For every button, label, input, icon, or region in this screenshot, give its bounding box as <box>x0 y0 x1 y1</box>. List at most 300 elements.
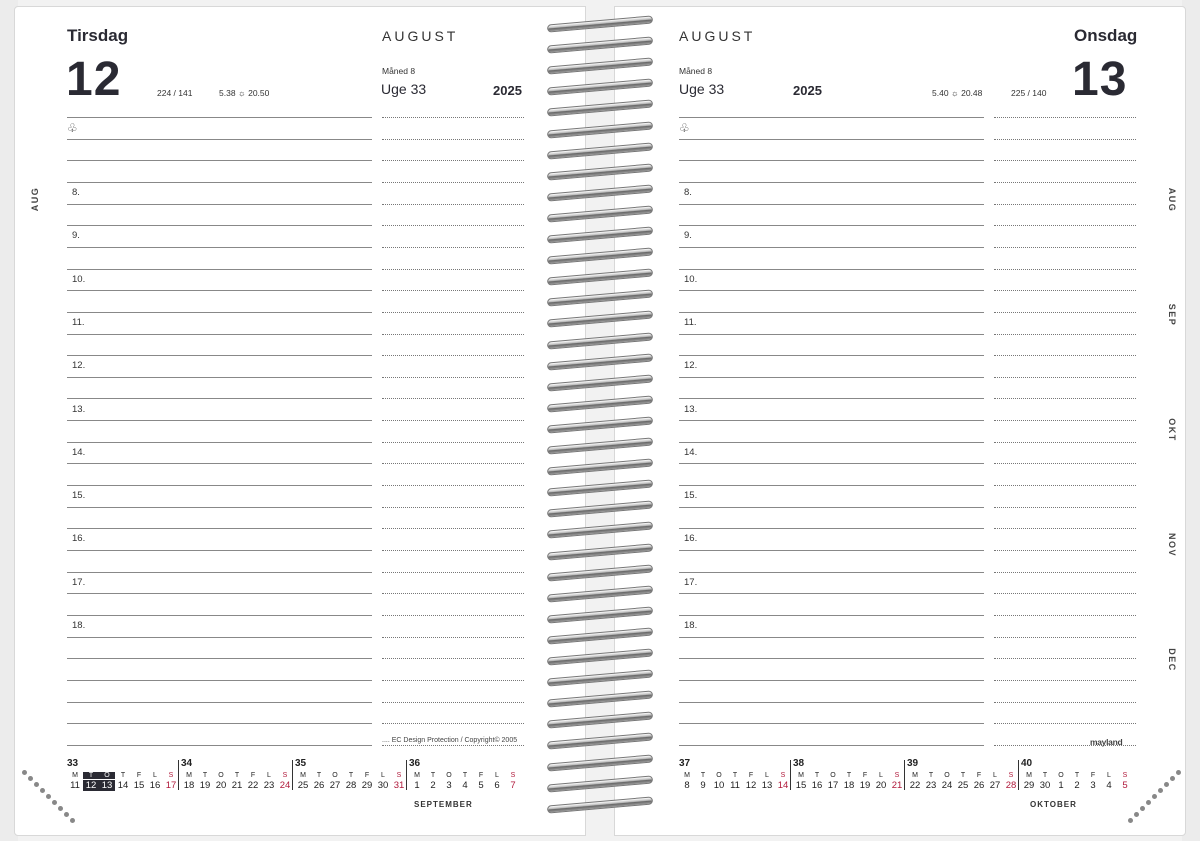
sun-icon: ☼ <box>237 88 246 98</box>
hour-label: 15. <box>684 490 698 501</box>
mini-day[interactable]: 18 <box>183 780 195 791</box>
hour-label: 17. <box>684 577 698 588</box>
mini-day[interactable]: 29 <box>1023 780 1035 791</box>
mini-day[interactable]: 14 <box>117 780 129 791</box>
writing-line[interactable] <box>679 572 984 573</box>
mini-day-letter: T <box>700 772 706 779</box>
tab-dec[interactable]: DEC <box>1167 648 1177 672</box>
notes-line[interactable] <box>994 702 1136 703</box>
tab-aug[interactable]: AUG <box>30 186 40 212</box>
writing-line[interactable] <box>679 290 984 291</box>
mini-day[interactable]: 28 <box>1005 780 1017 791</box>
hour-label: 17. <box>72 577 86 588</box>
notes-line[interactable] <box>994 658 1136 659</box>
writing-line[interactable] <box>679 269 984 270</box>
writing-line[interactable] <box>67 550 372 551</box>
tab-nov[interactable]: NOV <box>1167 532 1177 557</box>
hour-label: 15. <box>72 490 86 501</box>
mini-day[interactable]: 27 <box>329 780 341 791</box>
hour-label: 13. <box>684 404 698 415</box>
mini-week-number: 36 <box>409 758 421 769</box>
day-name: Tirsdag <box>67 26 129 45</box>
writing-line[interactable] <box>679 334 984 335</box>
writing-line[interactable] <box>679 160 984 161</box>
mini-day-letter: O <box>99 772 115 779</box>
mini-day[interactable]: 24 <box>941 780 953 791</box>
notes-line[interactable] <box>382 247 524 248</box>
mini-day-letter: S <box>894 772 900 779</box>
mini-day-letter: O <box>830 772 836 779</box>
brand-logo: mayland <box>1090 737 1123 747</box>
notes-line[interactable] <box>994 593 1136 594</box>
notes-line[interactable] <box>382 377 524 378</box>
mini-day-letter: M <box>72 772 78 779</box>
writing-line[interactable] <box>679 745 984 746</box>
notes-line[interactable] <box>382 312 524 313</box>
mini-week-number: 33 <box>67 758 79 769</box>
mini-day-letter: O <box>1058 772 1064 779</box>
writing-line[interactable] <box>679 723 984 724</box>
writing-line[interactable] <box>679 615 984 616</box>
writing-line[interactable] <box>67 528 372 529</box>
notes-line[interactable] <box>382 507 524 508</box>
mini-day[interactable]: 24 <box>279 780 291 791</box>
mini-day[interactable]: 30 <box>377 780 389 791</box>
writing-line[interactable] <box>679 355 984 356</box>
writing-line[interactable] <box>679 182 984 183</box>
mini-day-letter: F <box>1090 772 1096 779</box>
day-count: 224 / 141 <box>157 88 193 98</box>
notes-line[interactable] <box>994 507 1136 508</box>
mini-day[interactable]: 20 <box>875 780 887 791</box>
mini-day[interactable]: 5 <box>1122 780 1128 791</box>
year: 2025 <box>793 83 822 98</box>
mini-week-number: 34 <box>181 758 193 769</box>
mini-day-letter: S <box>282 772 288 779</box>
notes-line[interactable] <box>382 117 524 118</box>
writing-line[interactable] <box>679 593 984 594</box>
writing-line[interactable] <box>679 377 984 378</box>
mini-day-letter: T <box>202 772 208 779</box>
writing-line[interactable] <box>67 247 372 248</box>
notes-line[interactable] <box>382 182 524 183</box>
day-number: 12 <box>66 53 122 106</box>
writing-line[interactable] <box>679 507 984 508</box>
mini-week <box>295 758 407 798</box>
mini-day-letter: S <box>780 772 786 779</box>
notes-line[interactable] <box>994 139 1136 140</box>
mini-day[interactable]: 6 <box>494 780 500 791</box>
mini-day[interactable]: 15 <box>795 780 807 791</box>
mini-day-letter: O <box>716 772 722 779</box>
mini-day-letter: M <box>414 772 420 779</box>
notes-line[interactable] <box>382 702 524 703</box>
month-label: Måned 8 <box>382 66 416 76</box>
mini-day[interactable]: 20 <box>215 780 227 791</box>
holiday-icon: ♧ <box>679 121 690 135</box>
hour-label: 8. <box>72 187 80 198</box>
mini-day[interactable]: 25 <box>297 780 309 791</box>
writing-line[interactable] <box>679 550 984 551</box>
writing-line[interactable] <box>67 658 372 659</box>
notes-line[interactable] <box>382 204 524 205</box>
mini-day[interactable]: 29 <box>361 780 373 791</box>
corner-dot <box>1128 818 1133 823</box>
mini-day-letter: T <box>234 772 240 779</box>
mini-day-letter: L <box>267 772 271 779</box>
mini-week <box>409 758 521 798</box>
mini-week <box>67 758 179 798</box>
writing-line[interactable] <box>67 225 372 226</box>
notes-line[interactable] <box>994 572 1136 573</box>
notes-line[interactable] <box>994 225 1136 226</box>
notes-line[interactable] <box>382 290 524 291</box>
mini-day[interactable]: 4 <box>462 780 468 791</box>
mini-next-month: OKTOBER <box>1030 800 1077 809</box>
writing-line[interactable] <box>679 117 984 118</box>
notes-line[interactable] <box>994 290 1136 291</box>
mini-week-separator <box>904 760 905 790</box>
notes-line[interactable] <box>382 334 524 335</box>
writing-line[interactable] <box>67 745 372 746</box>
mini-day[interactable]: 22 <box>247 780 259 791</box>
writing-line[interactable] <box>679 485 984 486</box>
corner-dot <box>64 812 69 817</box>
mini-day[interactable]: 18 <box>843 780 855 791</box>
corner-dot <box>70 818 75 823</box>
mini-day-letter: L <box>381 772 385 779</box>
mini-day[interactable]: 26 <box>973 780 985 791</box>
corner-dot <box>1140 806 1145 811</box>
corner-dot <box>34 782 39 787</box>
week-label: Uge 33 <box>679 81 725 97</box>
mini-day-letter: L <box>879 772 883 779</box>
writing-line[interactable] <box>679 312 984 313</box>
notes-line[interactable] <box>382 658 524 659</box>
sun-icon: ☼ <box>950 88 959 98</box>
notes-line[interactable] <box>382 572 524 573</box>
writing-line[interactable] <box>679 637 984 638</box>
tab-sep[interactable]: SEP <box>1167 303 1177 327</box>
hour-label: 12. <box>72 360 86 371</box>
notes-line[interactable] <box>382 615 524 616</box>
mini-day[interactable]: 4 <box>1106 780 1112 791</box>
writing-line[interactable] <box>67 637 372 638</box>
corner-dot <box>1152 794 1157 799</box>
mini-day-letter: M <box>1026 772 1032 779</box>
mini-week-number: 38 <box>793 758 805 769</box>
holiday-icon: ♧ <box>67 121 78 135</box>
mini-day[interactable]: 23 <box>925 780 937 791</box>
mini-day[interactable]: 2 <box>1074 780 1080 791</box>
mini-day-letter: T <box>462 772 468 779</box>
writing-line[interactable] <box>679 398 984 399</box>
mini-day[interactable]: 8 <box>684 780 690 791</box>
notes-line[interactable] <box>994 463 1136 464</box>
mini-day-letter: T <box>1042 772 1048 779</box>
notes-line[interactable] <box>382 745 524 746</box>
mini-day[interactable]: 14 <box>777 780 789 791</box>
mini-day-letter: L <box>765 772 769 779</box>
writing-line[interactable] <box>67 463 372 464</box>
mini-day[interactable]: 12 <box>745 780 757 791</box>
notes-line[interactable] <box>382 637 524 638</box>
mini-day[interactable]: 2 <box>430 780 436 791</box>
hour-label: 9. <box>684 230 692 241</box>
mini-day[interactable]: 3 <box>446 780 452 791</box>
writing-line[interactable] <box>67 182 372 183</box>
mini-week-separator <box>406 760 407 790</box>
mini-day-letter: F <box>976 772 982 779</box>
notes-line[interactable] <box>994 204 1136 205</box>
writing-line[interactable] <box>67 204 372 205</box>
mini-day-letter: S <box>396 772 402 779</box>
mini-day-letter: T <box>430 772 436 779</box>
notes-line[interactable] <box>382 485 524 486</box>
hour-label: 16. <box>72 533 86 544</box>
writing-line[interactable] <box>679 225 984 226</box>
mini-day-letter: L <box>993 772 997 779</box>
notes-line[interactable] <box>994 420 1136 421</box>
writing-line[interactable] <box>67 398 372 399</box>
notes-line[interactable] <box>382 680 524 681</box>
corner-dot <box>58 806 63 811</box>
mini-day[interactable]: 28 <box>345 780 357 791</box>
writing-line[interactable] <box>67 139 372 140</box>
mini-day-letter: T <box>316 772 322 779</box>
mini-day[interactable]: 17 <box>827 780 839 791</box>
writing-line[interactable] <box>67 334 372 335</box>
mini-day-letter: L <box>1107 772 1111 779</box>
notes-line[interactable] <box>994 247 1136 248</box>
mini-day-letter: M <box>300 772 306 779</box>
mini-day-letter: M <box>798 772 804 779</box>
mini-day-letter: O <box>332 772 338 779</box>
mini-day-letter: S <box>1008 772 1014 779</box>
mini-day[interactable]: 25 <box>957 780 969 791</box>
mini-week-separator <box>292 760 293 790</box>
writing-line[interactable] <box>67 572 372 573</box>
notes-line[interactable] <box>994 680 1136 681</box>
notes-line[interactable] <box>994 550 1136 551</box>
notes-line[interactable] <box>994 485 1136 486</box>
notes-line[interactable] <box>382 160 524 161</box>
mini-day[interactable]: 21 <box>231 780 243 791</box>
writing-line[interactable] <box>679 658 984 659</box>
writing-line[interactable] <box>67 507 372 508</box>
notes-line[interactable] <box>994 160 1136 161</box>
mini-day[interactable]: 30 <box>1039 780 1051 791</box>
notes-line[interactable] <box>994 269 1136 270</box>
hour-label: 14. <box>684 447 698 458</box>
day-count: 225 / 140 <box>1011 88 1047 98</box>
hour-label: 18. <box>684 620 698 631</box>
notes-line[interactable] <box>994 117 1136 118</box>
mini-day[interactable]: 31 <box>393 780 405 791</box>
writing-line[interactable] <box>67 442 372 443</box>
writing-line[interactable] <box>67 117 372 118</box>
writing-line[interactable] <box>67 312 372 313</box>
notes-line[interactable] <box>994 182 1136 183</box>
writing-line[interactable] <box>679 247 984 248</box>
notes-line[interactable] <box>382 269 524 270</box>
notes-line[interactable] <box>994 377 1136 378</box>
mini-day-letter: S <box>168 772 174 779</box>
mini-day[interactable]: 11 <box>730 780 740 791</box>
notes-line[interactable] <box>994 637 1136 638</box>
mini-day[interactable]: 10 <box>713 780 725 791</box>
mini-week <box>1021 758 1133 798</box>
copyright: .... EC Design Protection / Copyright© 2005 <box>382 737 518 744</box>
writing-line[interactable] <box>67 485 372 486</box>
corner-dot <box>52 800 57 805</box>
notes-line[interactable] <box>382 593 524 594</box>
mini-day[interactable]: 1 <box>414 780 420 791</box>
sun-times: 5.38 ☼ 20.50 <box>219 88 270 98</box>
hour-label: 11. <box>72 317 85 328</box>
writing-line[interactable] <box>679 204 984 205</box>
notes-line[interactable] <box>994 355 1136 356</box>
mini-week <box>907 758 1019 798</box>
writing-line[interactable] <box>67 593 372 594</box>
mini-day[interactable]: 15 <box>133 780 145 791</box>
mini-day-letter: T <box>83 772 99 779</box>
notes-line[interactable] <box>994 398 1136 399</box>
mini-day-letter: L <box>495 772 499 779</box>
corner-dot <box>1164 782 1169 787</box>
mini-day-letter: F <box>364 772 370 779</box>
month-label: Måned 8 <box>679 66 713 76</box>
writing-line[interactable] <box>679 463 984 464</box>
notes-line[interactable] <box>994 723 1136 724</box>
notes-line[interactable] <box>994 615 1136 616</box>
week-label: Uge 33 <box>381 81 427 97</box>
hour-label: 9. <box>72 230 80 241</box>
hour-label: 10. <box>72 274 86 285</box>
mini-day[interactable]: 21 <box>891 780 903 791</box>
writing-line[interactable] <box>679 442 984 443</box>
corner-dot <box>22 770 27 775</box>
writing-line[interactable] <box>679 420 984 421</box>
mini-day[interactable]: 13 <box>761 780 773 791</box>
notes-line[interactable] <box>382 528 524 529</box>
writing-line[interactable] <box>67 355 372 356</box>
mini-day[interactable]: 3 <box>1090 780 1096 791</box>
mini-day[interactable]: 16 <box>811 780 823 791</box>
right-page <box>614 6 1186 836</box>
writing-line[interactable] <box>67 377 372 378</box>
mini-day[interactable]: 11 <box>70 780 80 791</box>
corner-dot <box>1146 800 1151 805</box>
mini-day[interactable]: 1 <box>1058 780 1064 791</box>
mini-day-letter: T <box>960 772 966 779</box>
writing-line[interactable] <box>67 702 372 703</box>
writing-line[interactable] <box>679 702 984 703</box>
hour-label: 16. <box>684 533 698 544</box>
writing-line[interactable] <box>679 139 984 140</box>
left-page <box>14 6 586 836</box>
notes-line[interactable] <box>994 442 1136 443</box>
mini-day[interactable]: 13 <box>99 780 115 791</box>
mini-day[interactable]: 5 <box>478 780 484 791</box>
hour-label: 14. <box>72 447 86 458</box>
writing-line[interactable] <box>67 160 372 161</box>
tab-okt[interactable]: OKT <box>1167 418 1177 442</box>
mini-week <box>793 758 905 798</box>
mini-day-letter: F <box>478 772 484 779</box>
writing-line[interactable] <box>67 269 372 270</box>
mini-day-letter: T <box>814 772 820 779</box>
notes-line[interactable] <box>382 355 524 356</box>
mini-week <box>679 758 791 798</box>
mini-day[interactable]: 19 <box>859 780 871 791</box>
writing-line[interactable] <box>67 420 372 421</box>
notes-line[interactable] <box>994 312 1136 313</box>
mini-day[interactable]: 26 <box>313 780 325 791</box>
hour-label: 12. <box>684 360 698 371</box>
mini-day-letter: T <box>732 772 738 779</box>
mini-day-letter: T <box>348 772 354 779</box>
writing-line[interactable] <box>67 680 372 681</box>
mini-day[interactable]: 17 <box>165 780 177 791</box>
notes-line[interactable] <box>382 463 524 464</box>
corner-dot <box>1134 812 1139 817</box>
mini-day[interactable]: 23 <box>263 780 275 791</box>
mini-day-letter: T <box>1074 772 1080 779</box>
mini-day[interactable]: 7 <box>510 780 516 791</box>
writing-line[interactable] <box>679 528 984 529</box>
notes-line[interactable] <box>382 442 524 443</box>
day-name: Onsdag <box>1074 26 1138 45</box>
mini-day[interactable]: 9 <box>700 780 706 791</box>
mini-week <box>181 758 293 798</box>
notes-line[interactable] <box>382 420 524 421</box>
notes-line[interactable] <box>382 139 524 140</box>
writing-line[interactable] <box>67 723 372 724</box>
mini-day-letter: S <box>1122 772 1128 779</box>
mini-day[interactable]: 16 <box>149 780 161 791</box>
mini-day[interactable]: 12 <box>83 780 99 791</box>
mini-day[interactable]: 22 <box>909 780 921 791</box>
month-title: AUGUST <box>679 28 756 44</box>
hour-label: 11. <box>684 317 697 328</box>
writing-line[interactable] <box>679 680 984 681</box>
notes-line[interactable] <box>382 550 524 551</box>
sun-times: 5.40 ☼ 20.48 <box>932 88 983 98</box>
corner-dot <box>1176 770 1181 775</box>
writing-line[interactable] <box>67 615 372 616</box>
mini-day-letter: T <box>928 772 934 779</box>
notes-line[interactable] <box>994 334 1136 335</box>
notes-line[interactable] <box>382 723 524 724</box>
mini-day-letter: F <box>748 772 754 779</box>
mini-next-month: SEPTEMBER <box>414 800 473 809</box>
mini-week-number: 39 <box>907 758 919 769</box>
mini-day-letter: T <box>846 772 852 779</box>
tab-aug[interactable]: AUG <box>1167 187 1177 213</box>
mini-week-number: 40 <box>1021 758 1033 769</box>
notes-line[interactable] <box>994 528 1136 529</box>
writing-line[interactable] <box>67 290 372 291</box>
mini-day[interactable]: 27 <box>989 780 1001 791</box>
notes-line[interactable] <box>382 398 524 399</box>
day-number: 13 <box>1072 53 1128 106</box>
corner-dot <box>40 788 45 793</box>
notes-line[interactable] <box>382 225 524 226</box>
mini-day-letter: O <box>218 772 224 779</box>
mini-day[interactable]: 19 <box>199 780 211 791</box>
corner-dot <box>46 794 51 799</box>
